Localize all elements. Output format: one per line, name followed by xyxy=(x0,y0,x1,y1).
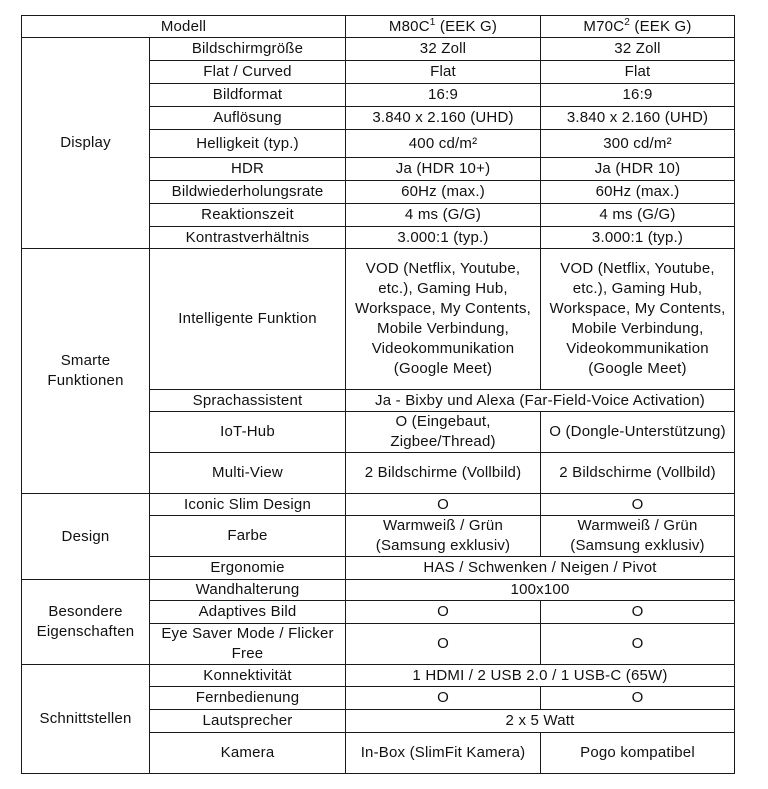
table-row xyxy=(22,580,735,601)
cell-m70c: Ja (HDR 10) xyxy=(541,158,735,181)
m80c-name: M80C xyxy=(388,17,430,35)
cell-m80c: O xyxy=(346,624,541,665)
cell-m70c: O xyxy=(541,494,735,516)
table-row xyxy=(22,249,735,390)
row-label: Kamera xyxy=(150,733,346,774)
cell-m70c: Pogo kompatibel xyxy=(541,733,735,774)
cell-m70c: VOD (Netflix, Youtube, etc.), Gaming Hub, Workspace, My Contents, Mobile Verbindung, Videokommunikation (Google Meet) xyxy=(541,249,735,390)
header-m70c xyxy=(541,16,735,38)
row-label: Auflösung xyxy=(150,107,346,130)
row-label: Bildschirmgröße xyxy=(150,38,346,61)
row-label: Sprachassistent xyxy=(150,390,346,412)
cell-m70c: 16:9 xyxy=(541,84,735,107)
cell-m70c: O xyxy=(541,601,735,624)
cell-m70c: O xyxy=(541,687,735,710)
cell-m80c: O xyxy=(346,494,541,516)
row-label: Bildwiederholungsrate xyxy=(150,181,346,204)
spec-table xyxy=(21,15,735,774)
row-label: Reaktionszeit xyxy=(150,204,346,227)
row-label: Helligkeit (typ.) xyxy=(150,130,346,158)
cell-m80c: O xyxy=(346,687,541,710)
m70c-name: M70C xyxy=(583,17,625,35)
cell-m80c: In-Box (SlimFit Kamera) xyxy=(346,733,541,774)
row-label: IoT-Hub xyxy=(150,412,346,453)
row-label: Wandhalterung xyxy=(150,580,346,601)
cell-m70c: O xyxy=(541,624,735,665)
m70c-footnote: 2 xyxy=(624,16,630,28)
group-display: Display xyxy=(22,38,150,249)
cell-both: Ja - Bixby und Alexa (Far-Field-Voice Activation) xyxy=(346,390,735,412)
cell-m80c: O xyxy=(346,601,541,624)
cell-both: 1 HDMI / 2 USB 2.0 / 1 USB-C (65W) xyxy=(346,665,735,687)
cell-both: 100x100 xyxy=(346,580,735,601)
cell-m70c: Warmweiß / Grün (Samsung exklusiv) xyxy=(541,516,735,557)
row-label: Intelligente Funktion xyxy=(150,249,346,390)
row-label: Fernbedienung xyxy=(150,687,346,710)
m70c-energy-class: (EEK G) xyxy=(630,17,692,35)
table-row xyxy=(22,665,735,687)
m80c-footnote: 1 xyxy=(429,16,436,28)
cell-m70c: 2 Bildschirme (Vollbild) xyxy=(541,453,735,494)
cell-m80c: 32 Zoll xyxy=(346,38,541,61)
cell-m80c: Warmweiß / Grün (Samsung exklusiv) xyxy=(346,516,541,557)
table-row xyxy=(22,494,735,516)
row-label: Adaptives Bild xyxy=(150,601,346,624)
cell-m80c: 16:9 xyxy=(346,84,541,107)
cell-m80c: 4 ms (G/G) xyxy=(346,204,541,227)
row-label: Bildformat xyxy=(150,84,346,107)
row-label: Iconic Slim Design xyxy=(150,494,346,516)
row-label: Ergonomie xyxy=(150,557,346,580)
cell-m70c: 300 cd/m² xyxy=(541,130,735,158)
group-interfaces: Schnittstellen xyxy=(22,665,150,774)
cell-m80c: 400 cd/m² xyxy=(346,130,541,158)
cell-m80c: 60Hz (max.) xyxy=(346,181,541,204)
group-smart: Smarte Funktionen xyxy=(22,249,150,494)
cell-m80c: 3.000:1 (typ.) xyxy=(346,227,541,249)
row-label: Flat / Curved xyxy=(150,61,346,84)
cell-both: 2 x 5 Watt xyxy=(346,710,735,733)
row-label: Multi-View xyxy=(150,453,346,494)
cell-both: HAS / Schwenken / Neigen / Pivot xyxy=(346,557,735,580)
row-label: HDR xyxy=(150,158,346,181)
row-label: Eye Saver Mode / Flicker Free xyxy=(150,624,346,665)
group-special: Besondere Eigenschaften xyxy=(22,580,150,665)
cell-m80c: 3.840 x 2.160 (UHD) xyxy=(346,107,541,130)
cell-m80c: VOD (Netflix, Youtube, etc.), Gaming Hub, Workspace, My Contents, Mobile Verbindung, Videokommunikation (Google Meet) xyxy=(346,249,541,390)
cell-m70c: 4 ms (G/G) xyxy=(541,204,735,227)
header-m80c xyxy=(346,16,541,38)
header-row xyxy=(22,16,735,38)
row-label: Lautsprecher xyxy=(150,710,346,733)
row-label: Kontrastverhältnis xyxy=(150,227,346,249)
cell-m70c: 32 Zoll xyxy=(541,38,735,61)
cell-m70c: O (Dongle-Unterstützung) xyxy=(541,412,735,453)
header-model-label: Modell xyxy=(22,16,346,38)
table-row xyxy=(22,38,735,61)
cell-m80c: O (Eingebaut, Zigbee/Thread) xyxy=(346,412,541,453)
cell-m80c: Ja (HDR 10+) xyxy=(346,158,541,181)
row-label: Konnektivität xyxy=(150,665,346,687)
group-design: Design xyxy=(22,494,150,580)
m80c-energy-class: (EEK G) xyxy=(435,17,498,35)
row-label: Farbe xyxy=(150,516,346,557)
cell-m70c: 60Hz (max.) xyxy=(541,181,735,204)
cell-m70c: 3.000:1 (typ.) xyxy=(541,227,735,249)
cell-m70c: 3.840 x 2.160 (UHD) xyxy=(541,107,735,130)
cell-m80c: Flat xyxy=(346,61,541,84)
cell-m70c: Flat xyxy=(541,61,735,84)
cell-m80c: 2 Bildschirme (Vollbild) xyxy=(346,453,541,494)
